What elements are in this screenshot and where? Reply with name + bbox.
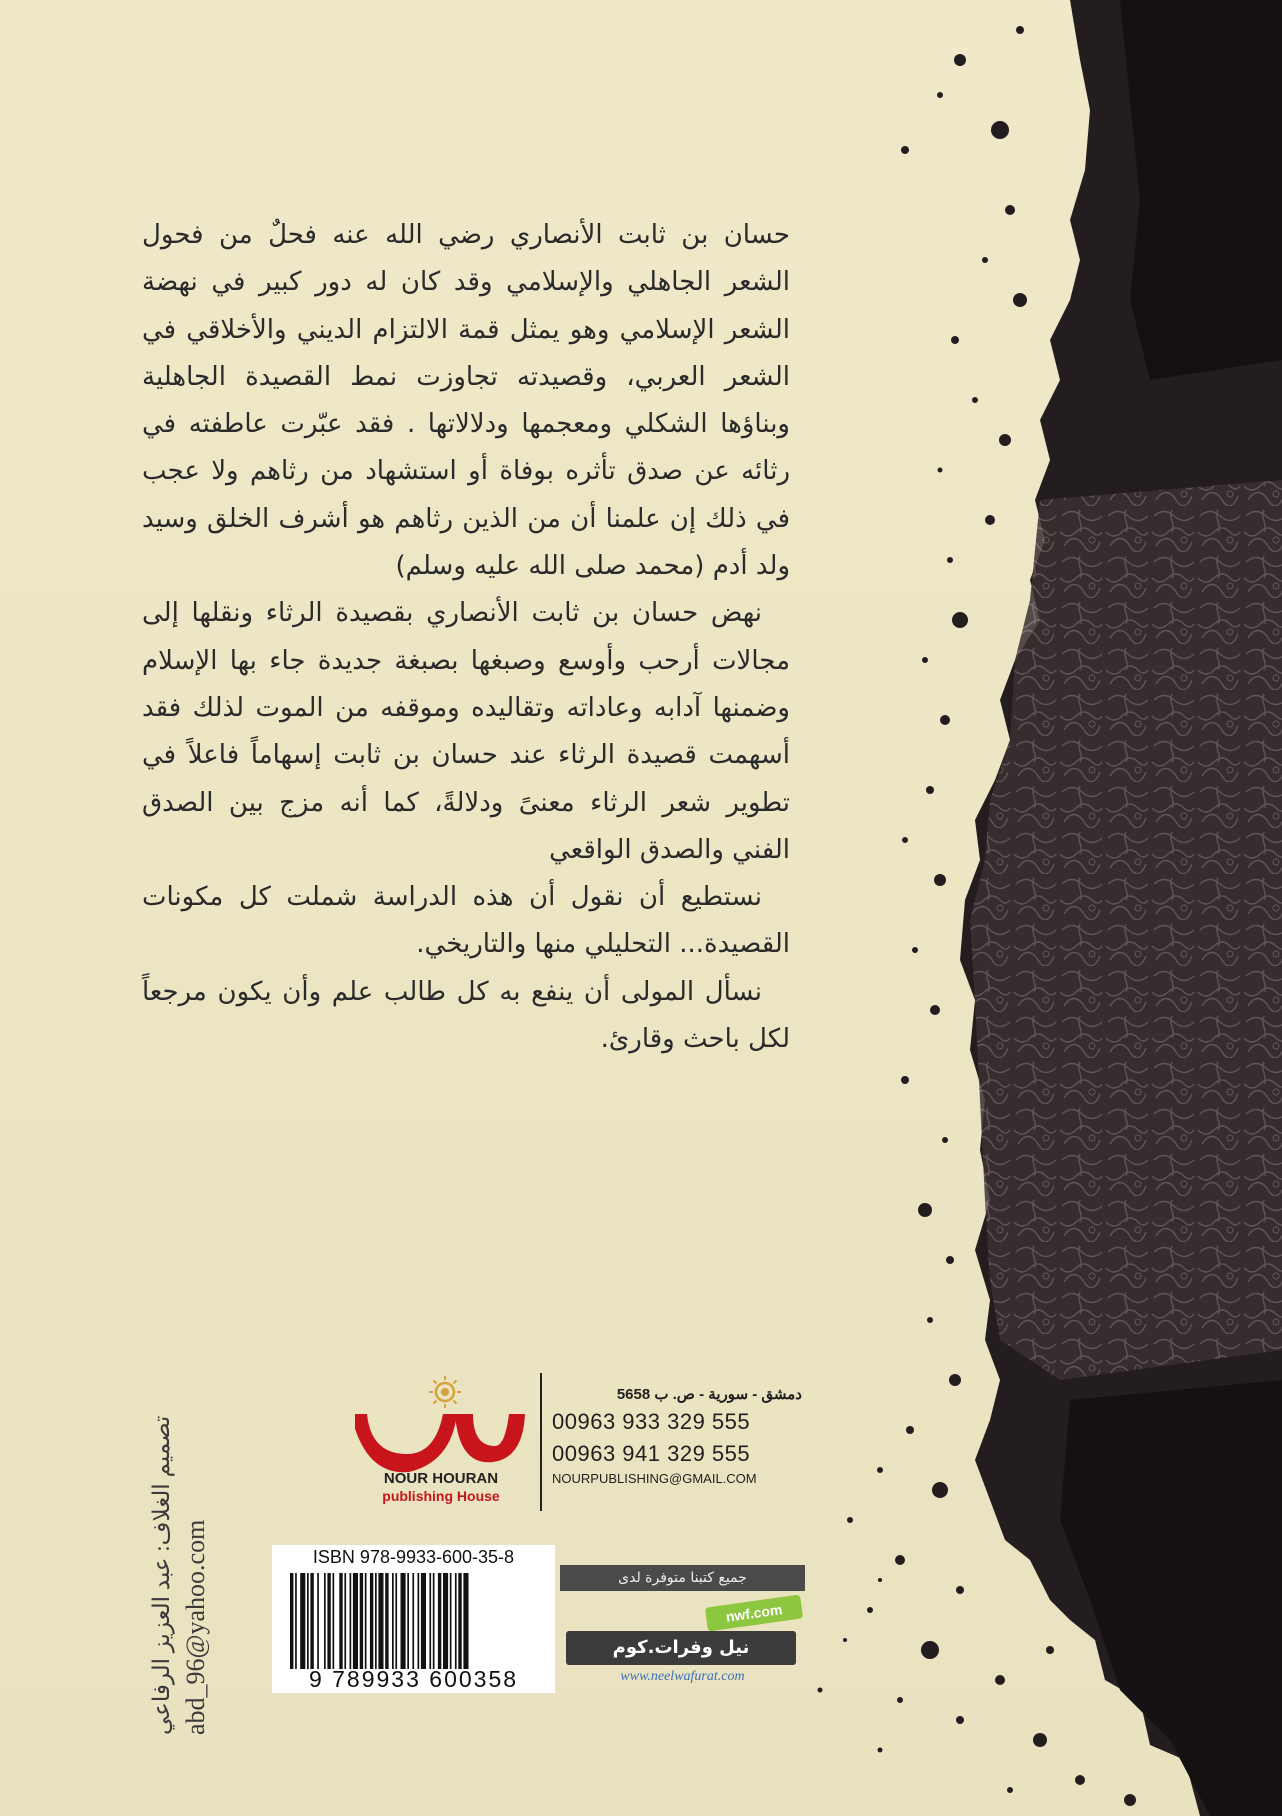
publisher-name: NOUR HOURAN — [383, 1470, 499, 1487]
designer-name: تصميم الغلاف: عبد العزيز الرفاعي — [149, 1415, 174, 1735]
publisher-contact — [552, 1385, 802, 1486]
isbn-barcode — [272, 1545, 555, 1693]
sun-emblem-icon — [429, 1376, 461, 1408]
publisher-email: NOURPUBLISHING@GMAIL.COM — [552, 1471, 757, 1486]
description-paragraph-3: نستطيع أن نقول أن هذه الدراسة شملت كل مكونات القصيدة... التحليلي منها والتاريخي. — [142, 882, 790, 960]
publisher-address: دمشق - سورية - ص. ب 5658 — [616, 1386, 802, 1403]
barcode-bars — [286, 1573, 542, 1669]
retailer-tag: nwf.com — [705, 1594, 803, 1631]
designer-email: abd_96@yahoo.com — [181, 1519, 210, 1735]
availability-banner: جميع كتبنا متوفرة لدى — [560, 1565, 805, 1591]
cover-designer-credit — [149, 1395, 213, 1735]
book-description — [142, 212, 790, 1063]
publisher-subtitle: publishing House — [382, 1488, 500, 1504]
description-paragraph-1: حسان بن ثابت الأنصاري رضي الله عنه فحلٌ من فحول الشعر الجاهلي والإسلامي وقد كان له دور كبير في نهضة الشعر الإسلامي وهو يمثل قمة الالتزام الديني والأخلاقي في الشعر العربي، وقصيدته تجاوزت نمط القصيدة الجاهلية وبناؤها الشكلي ومعجمها ودلالاتها . فقد عبّرت عاطفته في رثائه عن صدق تأثره بوفاة أو استشهاد من رثاهم ولا عجب في ذلك إن علمنا أن من الذين رثاهم هو أشرف الخلق وسيد ولد أدم (محمد صلى الله عليه وسلم) — [142, 220, 790, 582]
description-paragraph-2: نهض حسان بن ثابت الأنصاري بقصيدة الرثاء ونقلها إلى مجالات أرحب وأوسع وصبغها بصبغة جديدة جاء بها الإسلام وضمنها آدابه وعاداته وتقاليده وموقفه من الموت لذلك فقد أسهمت قصيدة الرثاء عند حسان بن ثابت إسهاماً فاعلاً في تطوير شعر الرثاء معنىً ودلالةً، كما أنه مزج بين الصدق الفني والصدق الواقعي — [142, 598, 790, 865]
isbn-number: ISBN 978-9933-600-35-8 — [312, 1547, 515, 1567]
publisher-phone-2: 00963 941 329 555 — [552, 1441, 751, 1466]
retailer-brand: نيل وفرات.كوم — [566, 1631, 796, 1665]
logo-divider — [540, 1373, 542, 1511]
barcode-digits: 9 789933 600358 — [308, 1666, 519, 1692]
description-paragraph-4: نسأل المولى أن ينفع به كل طالب علم وأن يكون مرجعاً لكل باحث وقارئ. — [142, 976, 790, 1055]
retailer-url: www.neelwafurat.com — [620, 1669, 745, 1684]
retailer-promo — [560, 1565, 820, 1685]
publisher-phone-1: 00963 933 329 555 — [552, 1409, 751, 1434]
